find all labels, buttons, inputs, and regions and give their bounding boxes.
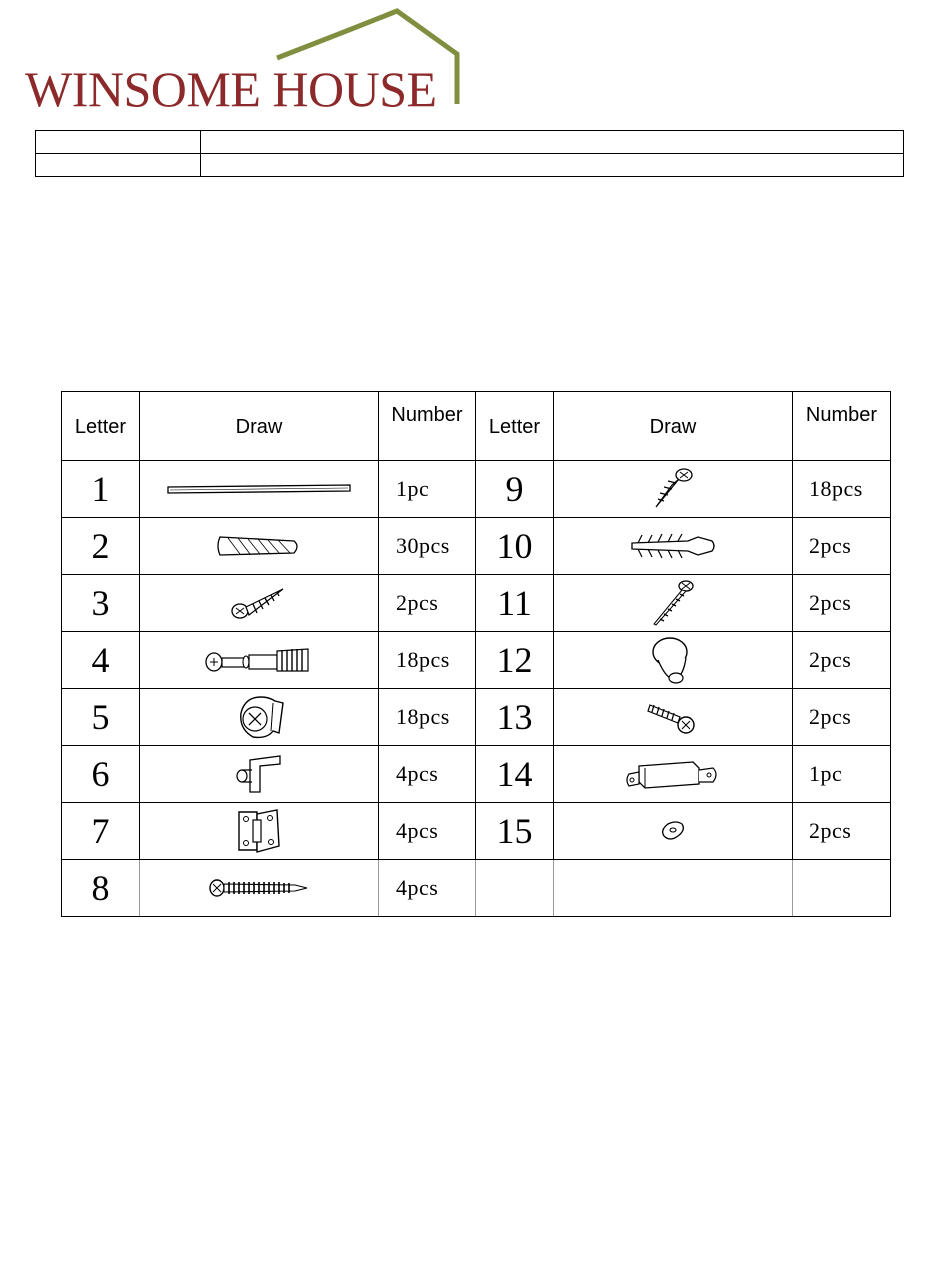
column-header-number: Number [793,392,891,461]
part-quantity: 2pcs [793,689,891,746]
part-quantity: 2pcs [793,803,891,860]
column-header-draw: Draw [554,392,793,461]
part-drawing [554,746,793,803]
part-letter: 4 [62,632,140,689]
wooden-dowel-icon [214,531,304,561]
column-header-number: Number [379,392,476,461]
hardware-parts-table [61,391,891,917]
long-screw-icon [648,578,698,628]
part-drawing [140,461,379,518]
table-row [62,518,891,575]
part-drawing [554,860,793,917]
wall-plug-icon [628,531,718,561]
long-wood-screw-icon [207,876,311,900]
table-row [62,461,891,518]
part-letter: 2 [62,518,140,575]
part-letter: 12 [476,632,554,689]
table-header-row [62,392,891,461]
part-quantity: 2pcs [793,632,891,689]
part-letter: 11 [476,575,554,632]
part-drawing [140,860,379,917]
wooden-strip-icon [164,481,354,497]
knob-icon [648,634,698,686]
brand-name: WINSOME HOUSE [25,61,437,117]
part-quantity: 4pcs [379,860,476,917]
document-header-table [35,130,904,177]
part-drawing [554,632,793,689]
part-quantity: 18pcs [793,461,891,518]
part-letter [476,860,554,917]
part-drawing [554,518,793,575]
part-letter: 7 [62,803,140,860]
hinge-icon [233,806,285,856]
column-header-letter: Letter [476,392,554,461]
shelf-support-icon [232,752,286,796]
table-row [62,860,891,917]
magnetic-catch-icon [625,754,721,794]
part-drawing [554,461,793,518]
part-drawing [140,746,379,803]
part-drawing [554,689,793,746]
header-cell [36,131,201,154]
part-letter: 9 [476,461,554,518]
part-letter: 1 [62,461,140,518]
part-letter: 10 [476,518,554,575]
table-row [62,632,891,689]
column-header-draw: Draw [140,392,379,461]
part-letter: 13 [476,689,554,746]
short-screw-icon [229,583,289,623]
part-quantity: 2pcs [793,518,891,575]
table-row [62,746,891,803]
header-cell [201,131,904,154]
part-drawing [140,518,379,575]
table-row [62,803,891,860]
cam-bolt-icon [204,643,314,677]
part-letter: 8 [62,860,140,917]
header-cell [36,154,201,177]
part-quantity: 1pc [379,461,476,518]
part-drawing [554,803,793,860]
part-quantity: 30pcs [379,518,476,575]
part-letter: 3 [62,575,140,632]
part-letter: 5 [62,689,140,746]
part-drawing [554,575,793,632]
part-quantity: 18pcs [379,689,476,746]
part-quantity: 2pcs [379,575,476,632]
column-header-letter: Letter [62,392,140,461]
part-letter: 14 [476,746,554,803]
part-drawing [140,689,379,746]
wood-screw-icon [648,465,698,513]
part-drawing [140,575,379,632]
washer-icon [658,818,688,844]
table-row [62,575,891,632]
part-quantity: 18pcs [379,632,476,689]
part-drawing [140,632,379,689]
machine-screw-icon [646,697,700,737]
part-letter: 15 [476,803,554,860]
part-quantity: 2pcs [793,575,891,632]
part-quantity [793,860,891,917]
part-drawing [140,803,379,860]
part-quantity: 4pcs [379,803,476,860]
table-row [62,689,891,746]
brand-logo [22,8,462,117]
part-quantity: 4pcs [379,746,476,803]
part-letter: 6 [62,746,140,803]
header-cell [201,154,904,177]
cam-lock-icon [231,693,287,741]
part-quantity: 1pc [793,746,891,803]
